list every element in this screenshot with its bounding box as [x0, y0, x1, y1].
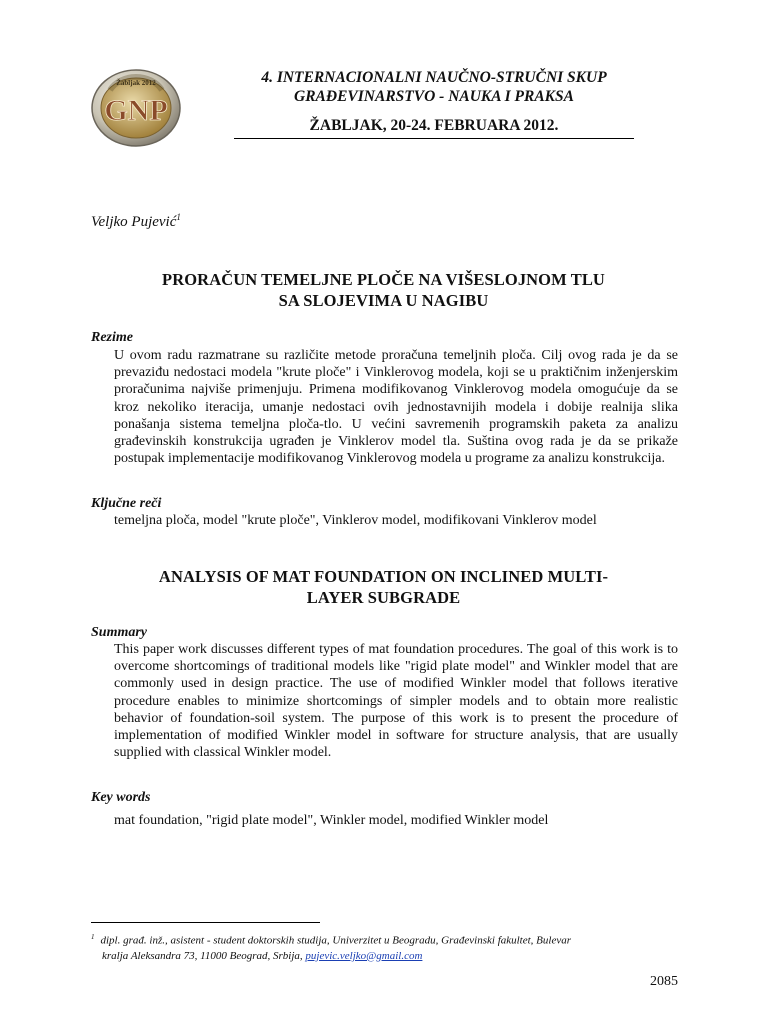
conference-title: 4. INTERNACIONALNI NAUČNO-STRUČNI SKUP — [261, 69, 607, 86]
english-title-line1: ANALYSIS OF MAT FOUNDATION ON INCLINED MULTI- — [158, 567, 609, 586]
serbian-title-line1: PRORAČUN TEMELJNE PLOČE NA VIŠESLOJNOM TLU — [162, 270, 605, 289]
conference-header — [234, 68, 634, 135]
footnote-mark: 1 — [91, 933, 95, 941]
author-line — [91, 212, 181, 231]
footnote-line1: dipl. građ. inž., asistent - student doktorskih studija, Univerzitet u Beogradu, Građevinski fakultet, Bulevar — [100, 934, 572, 947]
rezime-heading: Rezime — [91, 330, 133, 345]
summary-text: This paper work discusses different types of mat foundation procedures. The goal of this work is to overcome shortcomings of traditional models like "rigid plate model" and Winkler model that are commonly used in design practice. The use of modified Winkler model that follows iterative procedure enables to minimize shortcomings of simpler models and to obtain more realistic behavior of foundation-soil system. The purpose of this work is to present the procedure of implementation of modified Winkler model in software for structure analysis, that are usually supplied with classical Winkler model. — [114, 642, 678, 761]
logo-emblem-icon — [90, 68, 184, 148]
rezime-text: U ovom radu razmatrane su različite metode proračuna temeljnih ploča. Cilj ovog rada je da se prevaziđu nedostaci modela "krute ploče" i Vinklerovog modela, koji se u praktičnim inženjerskim proračunima najviše primenjuju. Primena modifikovanog Vinklerovog modela omogućuje da se kroz nekoliko iteracija, umanje nedostaci ovih jednostavnijih modela i dobije realnija slika ponašanja sistema temeljna ploča-tlo. U većini savremenih programskih paketa za analizu građevinskih konstrukcija ugrađen je Vinklerov model tla. Suština ovog rada je da se prikaže postupak implementacije modifikovanog Vinklerovog modela u programe za analizu konstrukcija. — [114, 348, 678, 467]
logo-letters: GNP — [104, 94, 168, 127]
conference-location-date: ŽABLJAK, 20-24. FEBRUARA 2012. — [309, 117, 559, 134]
footnote-line2: kralja Aleksandra 73, 11000 Beograd, Srbija, — [102, 949, 306, 962]
serbian-title — [91, 270, 676, 311]
author-name: Veljko Pujević — [91, 214, 177, 230]
author-footnote-mark: 1 — [176, 212, 181, 222]
footnote — [91, 930, 666, 964]
english-title-line2: LAYER SUBGRADE — [306, 587, 461, 607]
key-words-text: mat foundation, "rigid plate model", Winkler model, modified Winkler model — [114, 813, 549, 828]
english-title — [91, 567, 676, 608]
serbian-title-line2: SA SLOJEVIMA U NAGIBU — [278, 290, 489, 310]
page-number: 2085 — [650, 974, 678, 989]
logo-ring-text: Žabljak 2012 — [116, 79, 156, 87]
footnote-divider — [91, 922, 320, 923]
header-divider — [234, 138, 634, 139]
author-email-link[interactable]: pujevic.veljko@gmail.com — [305, 949, 423, 962]
kljucne-reci-heading: Ključne reči — [91, 496, 162, 511]
summary-heading: Summary — [91, 625, 148, 640]
kljucne-reci-text: temeljna ploča, model "krute ploče", Vinklerov model, modifikovani Vinklerov model — [114, 513, 597, 528]
conference-subtitle: GRAĐEVINARSTVO - NAUKA I PRAKSA — [294, 88, 574, 105]
conference-logo — [90, 68, 184, 148]
key-words-heading: Key words — [91, 790, 151, 805]
